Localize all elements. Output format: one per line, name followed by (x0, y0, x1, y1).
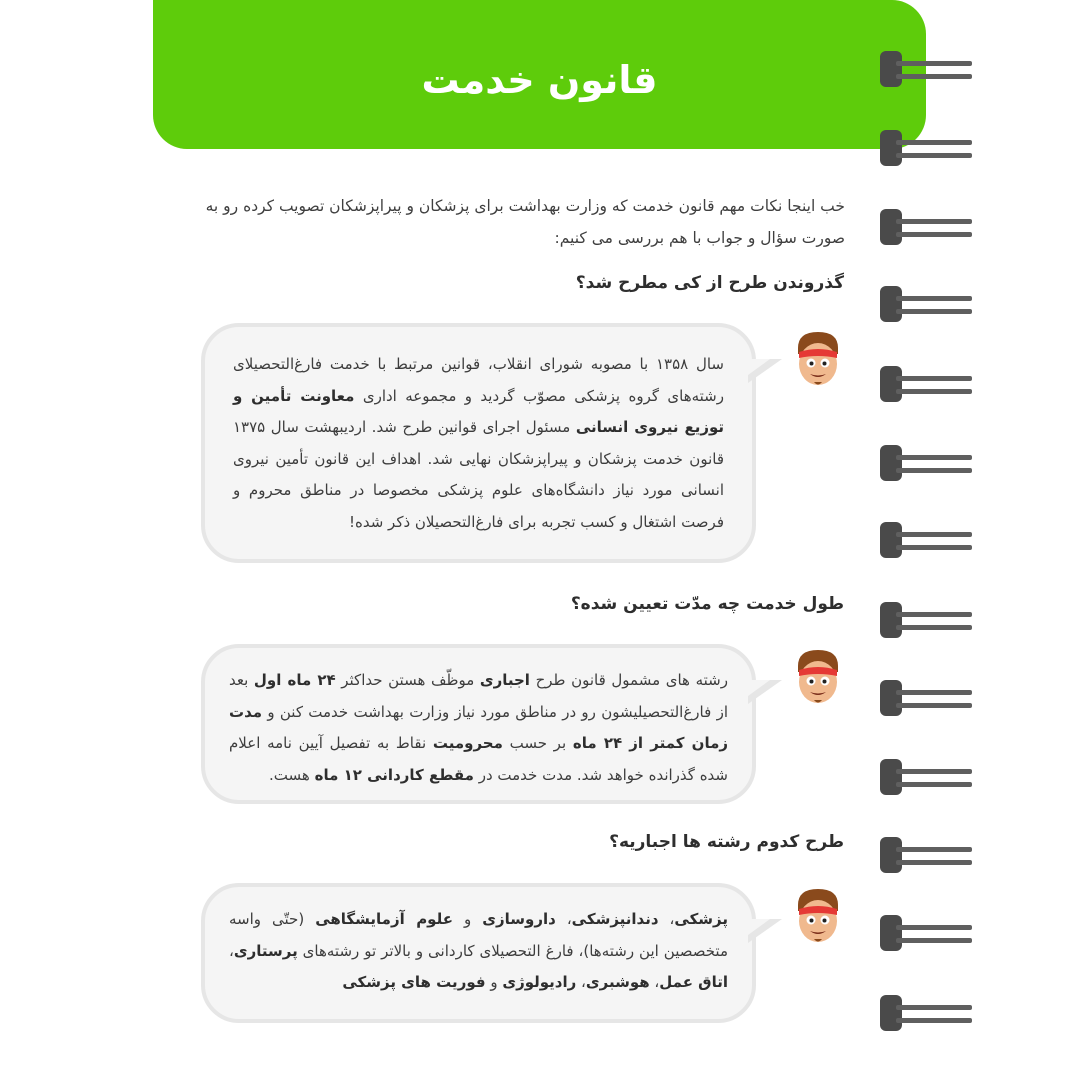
answer-segment: بعد از فارغ‌التحصیلیشون رو در مناطق مورد نیاز وزارت بهداشت خدمت کنن و (229, 671, 728, 721)
answer-bold-text: علوم آزمایشگاهی (315, 910, 453, 928)
answer-bold-text: اجباری (479, 671, 530, 689)
binder-ring-icon (880, 522, 972, 558)
binder-ring-icon (880, 837, 972, 873)
binder-ring-icon (880, 995, 972, 1031)
binder-ring-icon (880, 209, 972, 245)
answer-bold-text: دندانپزشکی (571, 910, 659, 928)
answer-segment: هست. (269, 765, 315, 784)
answer-bubble (201, 644, 756, 804)
binder-ring-icon (880, 445, 972, 481)
bubble-tail (748, 359, 782, 383)
binder-ring-icon (880, 366, 972, 402)
answer-segment: نقاط به تفصیل آیین نامه اعلام شده گذرانده خواهد شد. مدت خدمت در (229, 734, 728, 784)
answer-bubble (201, 323, 756, 563)
answer-bold-text: فوریت های پزشکی (342, 973, 486, 991)
answer-bold-text: داروسازی (482, 910, 556, 928)
answer-text (229, 904, 728, 999)
answer-bold-text: معاونت تأمین و توزیع نیروی انسانی (233, 386, 724, 436)
bubble-tail (748, 680, 782, 704)
doctor-avatar-icon (795, 648, 841, 706)
answer-segment: مسئول اجرای قوانین طرح شد. اردیبهشت سال ۱۳۷۵ قانون خدمت پزشکان و پیراپزشکان نهایی شد. اهداف این قانون تأمین نیروی انسانی مورد نیاز دانشگاه‌های علوم پزشکی مخصوصا در مناطق محروم و فرصت اشتغال و کسب تجربه برای فارغ‌التحصیلان ذکر شده! (233, 418, 724, 531)
question-heading: طرح کدوم رشته ها اجباریه؟ (609, 832, 844, 852)
answer-bold-text: مقطع کاردانی ۱۲ ماه (314, 765, 474, 784)
question-heading: گذروندن طرح از کی مطرح شد؟ (575, 273, 844, 293)
bubble-tail (748, 919, 782, 943)
binder-ring-icon (880, 286, 972, 322)
binder-ring-icon (880, 51, 972, 87)
doctor-avatar-icon (795, 887, 841, 945)
binder-ring-icon (880, 759, 972, 795)
answer-text (229, 665, 728, 791)
answer-segment: ، (649, 973, 660, 991)
answer-bold-text: محرومیت (432, 734, 503, 752)
answer-bold-text: هوشبری (585, 973, 650, 991)
answer-segment: ، (555, 910, 572, 928)
binder-ring-icon (880, 680, 972, 716)
answer-segment: و (452, 910, 483, 928)
answer-bold-text: ۲۴ ماه اول (253, 671, 336, 689)
answer-bubble (201, 883, 756, 1023)
binder-ring-icon (880, 915, 972, 951)
answer-segment: ، (658, 910, 675, 928)
answer-bold-text: رادیولوژی (502, 973, 577, 991)
answer-segment: ، (229, 941, 234, 960)
answer-segment: رشته های مشمول قانون طرح (529, 671, 728, 689)
page-title: قانون خدمت (421, 58, 658, 102)
answer-text (233, 349, 724, 538)
answer-segment: بر حسب (502, 734, 573, 752)
answer-bold-text: مدت زمان کمتر از ۲۴ ماه (229, 702, 728, 752)
answer-bold-text: پزشکی (674, 910, 729, 928)
answer-segment: (حتّی واسه متخصصین این رشته‌ها)، فارغ التحصیلای کاردانی و بالاتر تو رشته‌های (229, 910, 728, 960)
question-heading: طول خدمت چه مدّت تعیین شده؟ (570, 594, 844, 614)
answer-segment: موظّف هستن حداکثر (335, 671, 480, 689)
answer-bold-text: پرستاری (233, 941, 298, 960)
doctor-avatar-icon (795, 330, 841, 388)
binder-ring-icon (880, 130, 972, 166)
binder-ring-icon (880, 602, 972, 638)
answer-segment: ، (576, 973, 586, 991)
intro-paragraph: خب اینجا نکات مهم قانون خدمت که وزارت بهداشت برای پزشکان و پیراپزشکان تصویب کرده رو به صورت سؤال و جواب با هم بررسی می کنیم: (205, 197, 845, 247)
answer-bold-text: اتاق عمل (659, 973, 728, 991)
answer-segment: و (485, 973, 503, 991)
answer-segment: سال ۱۳۵۸ با مصوبه شورای انقلاب، قوانین مرتبط با خدمت فارغ‌التحصیلای رشته‌های گروه پزشکی مصوّب گردید و مجموعه اداری (233, 355, 724, 405)
